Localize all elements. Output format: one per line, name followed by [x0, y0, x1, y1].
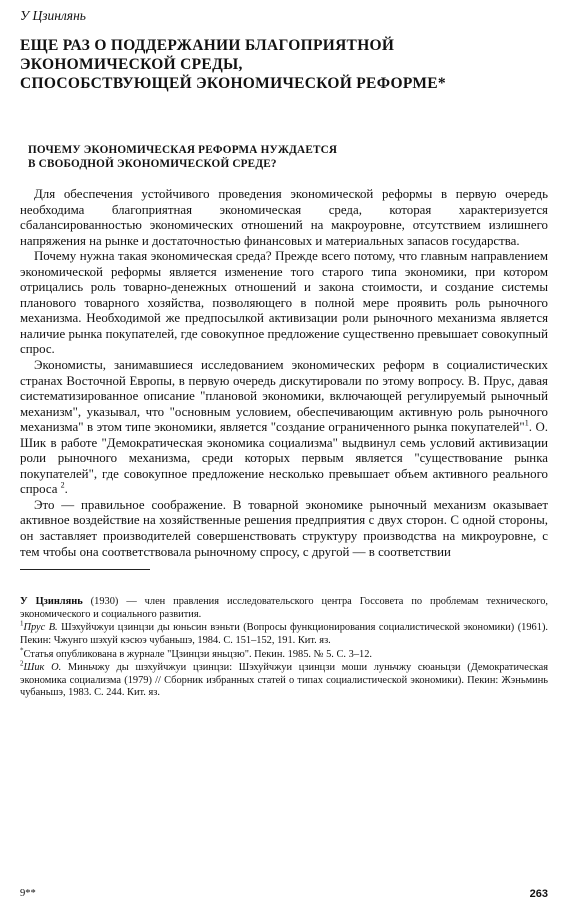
- footnote-lead: У Цзинлянь: [20, 596, 83, 608]
- footnote-lead: Шик О.: [23, 662, 62, 674]
- title-line: СПОСОБСТВУЮЩЕЙ ЭКОНОМИЧЕСКОЙ РЕФОРМЕ*: [20, 75, 446, 92]
- footnote-text: (1930) — член правления исследовательского центра Госсовета по проблемам технического, экономического и социального развития.: [20, 596, 548, 620]
- footnote-ref: 1: [524, 418, 529, 428]
- footnotes: [20, 596, 548, 700]
- footnote: [20, 646, 548, 662]
- paragraph: Это — правильное соображение. В товарной экономике рыночный механизм оказывает активное воздействие на хозяйственные решения предприятия с двух сторон. С одной стороны, он заставляет производителей совершенствовать структуру производства на микроуровне, с тем чтобы она соответствовала рыночному спросу, с другой — в соответствии: [20, 497, 548, 559]
- footnote-text: Миньчжу ды шэхуйчжуи цзинцзи: Шэхуйчжуи цзинцзи моши луньчжу сюаньцзи (Демократическая экономика социализма (1979) // Сборник избранных статей о типах социалистической экономики). Пекин: Жэньминь чубаньшэ, 1983. С. 244. Кит. яз.: [20, 662, 548, 699]
- page-number: 263: [529, 888, 548, 900]
- article-title: [20, 36, 548, 93]
- printer-signature: 9**: [20, 888, 36, 899]
- footnote-ref: 2: [60, 481, 65, 491]
- footnote: [20, 619, 548, 647]
- paragraph: Почему нужна такая экономическая среда? Прежде всего потому, что главным направлением экономической реформы является изменение того старого типа экономики, при котором отрицались роль товарно-денежных отношений и закона стоимости, и создание системы планового товарного хозяйства, позволяющего в полной мере проявить роль рыночного механизма. Необходимой же предпосылкой активизации роли рыночного механизма является наличие рынка покупателей, где совокупное предложение существенно превышает совокупный спрос.: [20, 249, 548, 357]
- section-heading-line: ПОЧЕМУ ЭКОНОМИЧЕСКАЯ РЕФОРМА НУЖДАЕТСЯ: [28, 144, 338, 156]
- footnote: [20, 659, 548, 700]
- footnote-text: Статья опубликована в журнале "Цзинцзи яньцзю". Пекин. 1985. № 5. С. 3–12.: [23, 648, 373, 660]
- paragraph-text: .: [64, 482, 68, 497]
- footnote-mark: 2: [20, 659, 24, 668]
- footnote-mark: 1: [20, 619, 24, 628]
- article-body: [20, 187, 548, 560]
- title-line: ЭКОНОМИЧЕСКОЙ СРЕДЫ,: [20, 56, 243, 73]
- footnote: [20, 596, 548, 621]
- footnote-lead: Прус В.: [23, 622, 58, 634]
- paragraph: [20, 358, 548, 498]
- footnote-mark: *: [20, 646, 24, 655]
- title-line: ЕЩЕ РАЗ О ПОДДЕРЖАНИИ БЛАГОПРИЯТНОЙ: [20, 37, 395, 54]
- page-footer: [20, 888, 548, 904]
- page: [20, 8, 548, 701]
- paragraph: Для обеспечения устойчивого проведения экономической реформы в первую очередь необходима благоприятная экономическая среда, которая характеризуется сбалансированностью экономических отношений на макроуровне, отсутствием излишнего напряжения на рынке и достаточностью финансовых и материальных запасов государства.: [20, 187, 548, 248]
- author-name: У Цзинлянь: [20, 8, 86, 23]
- footnote-divider: [20, 569, 150, 570]
- footnote-text: Шэхуйчжуи цзинцзи ды юньсин вэньти (Вопросы функционирования социалистической экономики) (1961). Пекин: Чжунго шэхуй кэсюэ чубаньшэ, 1984. С. 151–152, 191. Кит. яз.: [20, 622, 548, 646]
- section-heading: [28, 143, 548, 171]
- paragraph-text: Экономисты, занимавшиеся исследованием экономических реформ в социалистических странах Восточной Европы, в первую очередь дискутировали по этому вопросу. В. Прус, давая систематизированное описание "плановой экономики, включающей регулируемый рыночный механизм", указывал, что "основным условием, обеспечивающим активную роль рыночного механизма" в этом типе экономики, является "создание ограниченного рынка покупателей": [20, 358, 548, 435]
- paragraph-text: . О. Шик в работе "Демократическая экономика социализма" выдвинул семь условий активизации роли рыночного механизма, среди которых первым является "существование рынка покупателей", где совокупное предложение несколько превышает объем активного реального спроса: [20, 420, 548, 497]
- section-heading-line: В СВОБОДНОЙ ЭКОНОМИЧЕСКОЙ СРЕДЕ?: [28, 158, 277, 170]
